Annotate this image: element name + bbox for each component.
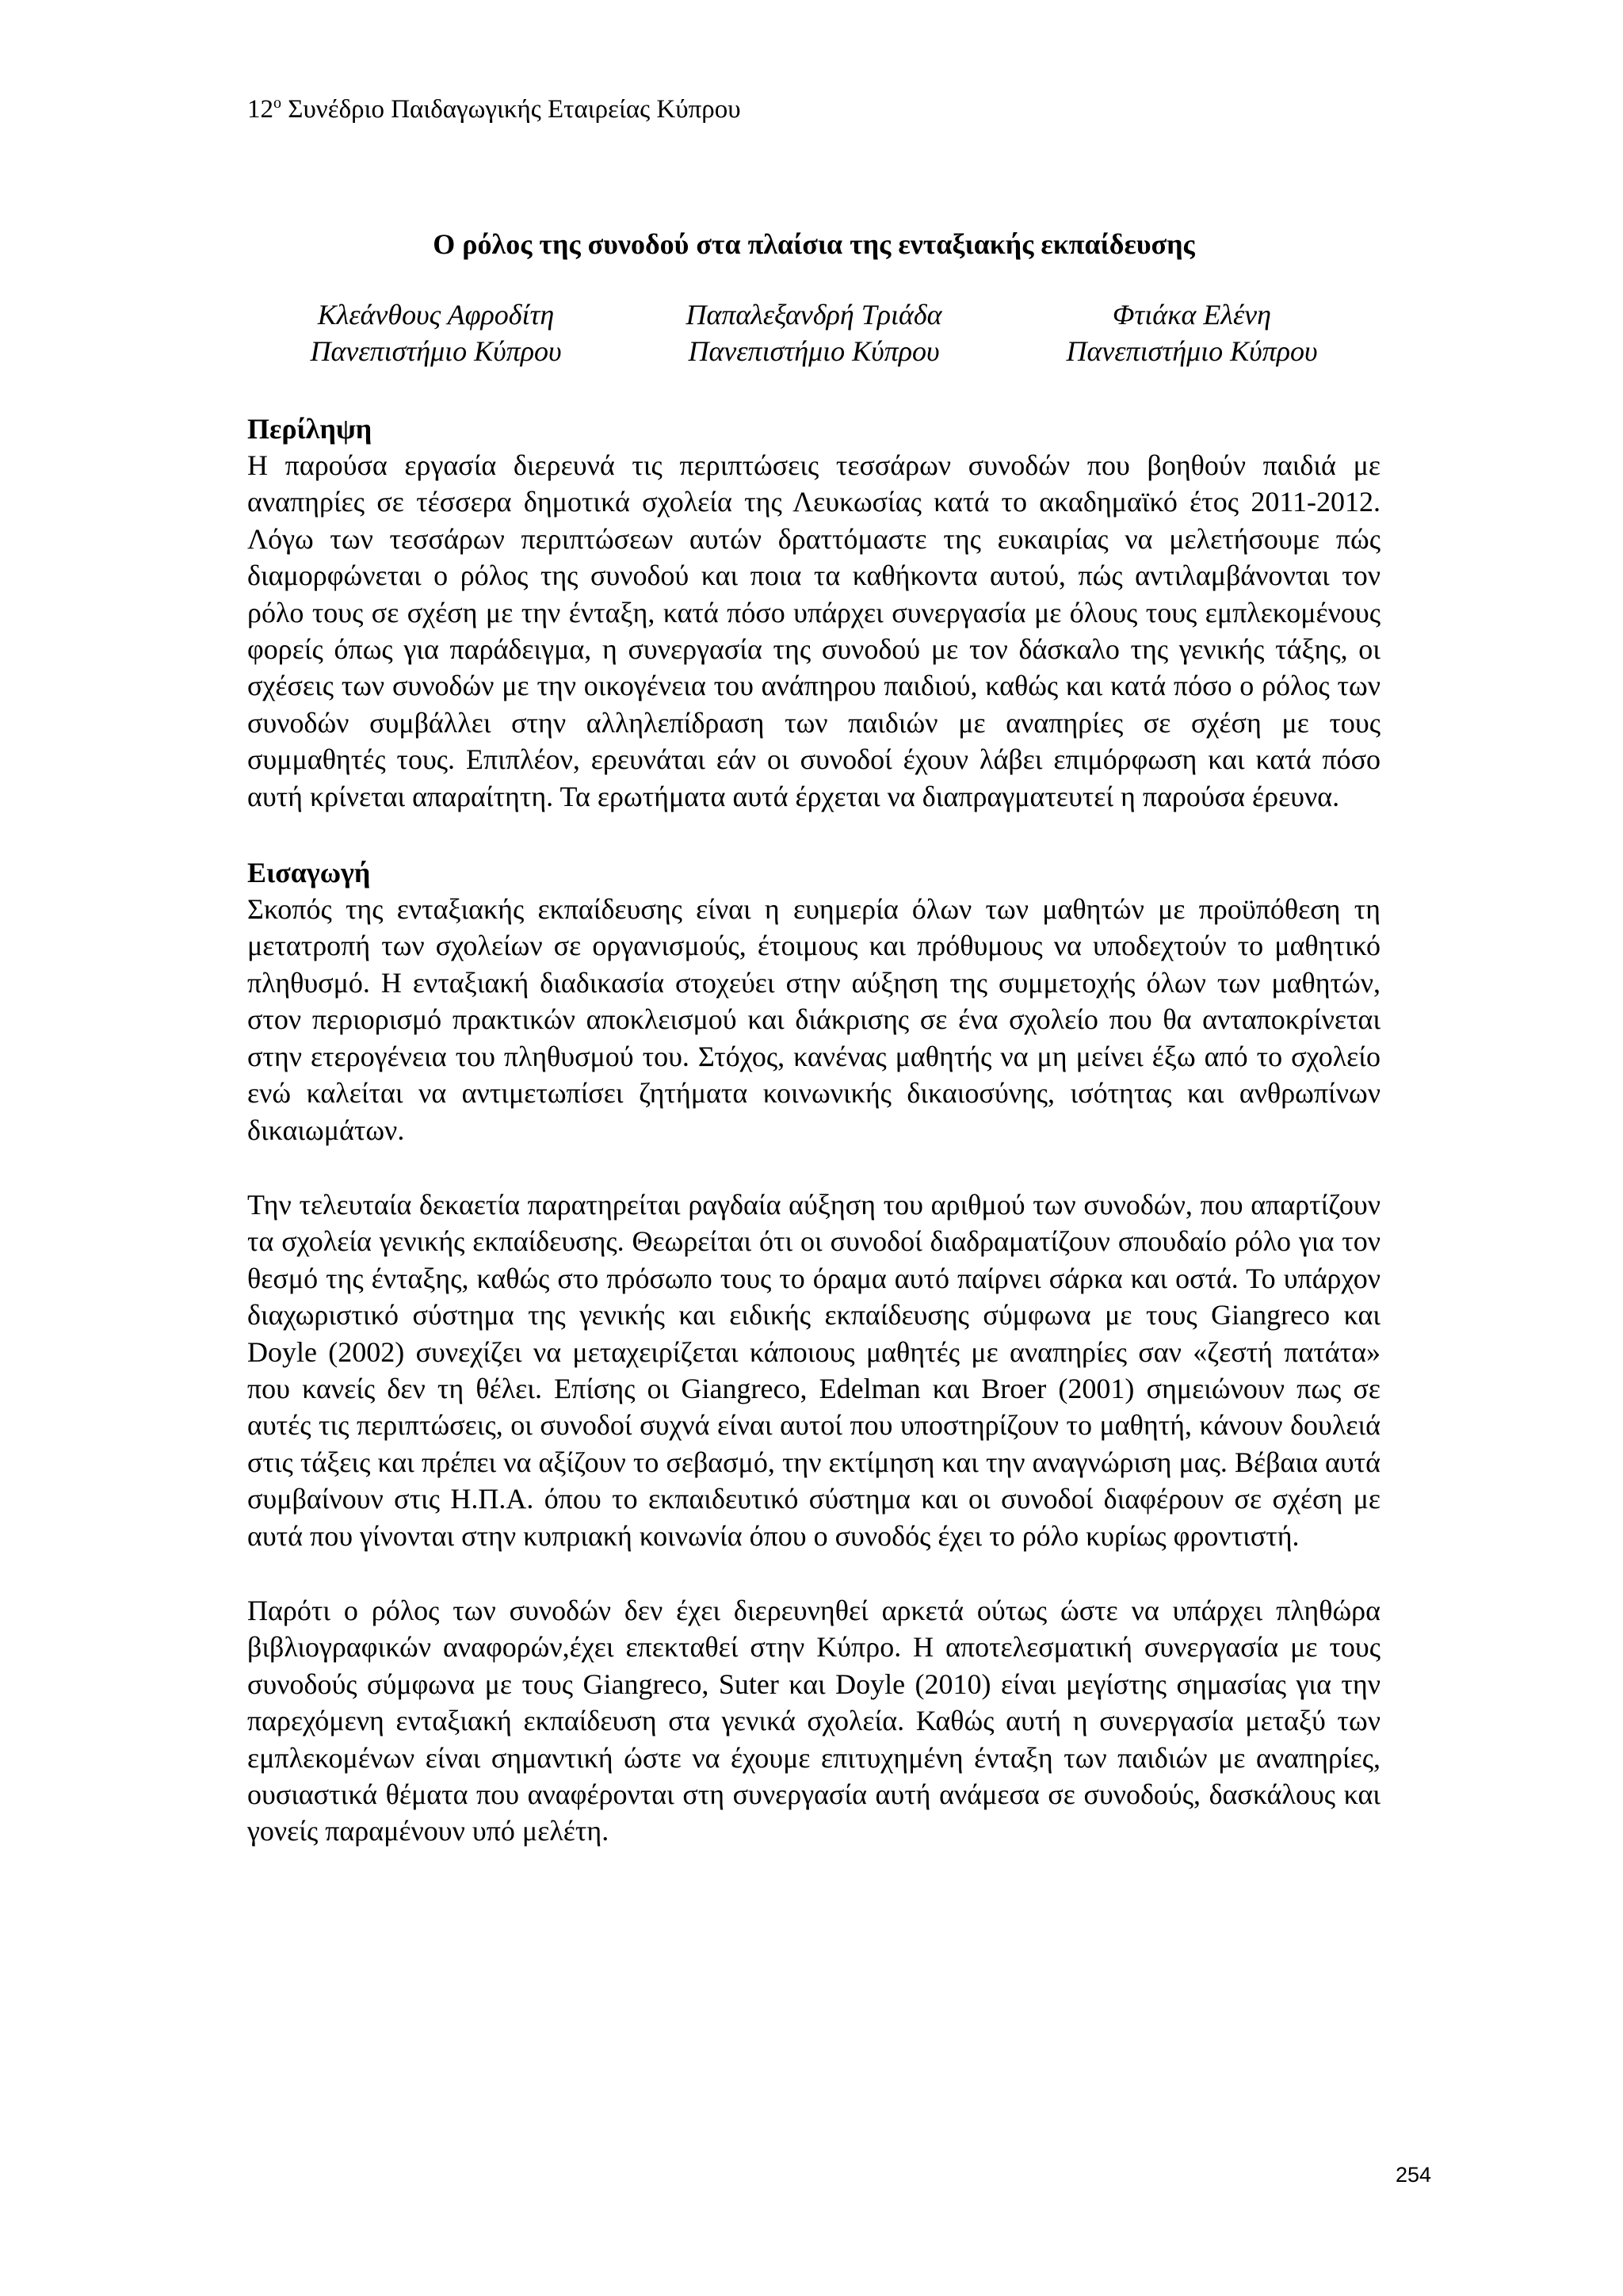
introduction-paragraph: Την τελευταία δεκαετία παρατηρείται ραγδαία αύξηση του αριθμού των συνοδών, που απαρτίζουν τα σχολεία γενικής εκπαίδευσης. Θεωρείται ότι οι συνοδοί διαδραματίζουν σπουδαίο ρόλο για τον θεσμό της ένταξης, καθώς στο πρόσωπο τους το όραμα αυτό παίρνει σάρκα και οστά. Το υπάρχον διαχωριστικό σύστημα της γενικής και ειδικής εκπαίδευσης σύμφωνα με τους Giangreco και Doyle (2002) συνεχίζει να μεταχειρίζεται κάποιους μαθητές με αναπηρίες σαν «ζεστή πατάτα» που κανείς δεν τη θέλει. Επίσης οι Giangreco, Edelman και Broer (2001) σημειώνουν πως σε αυτές τις περιπτώσεις, οι συνοδοί συχνά είναι αυτοί που υποστηρίζουν το μαθητή, κάνουν δουλειά στις τάξεις και πρέπει να αξίζουν το σεβασμό, την εκτίμηση και την αναγνώριση μας. Βέβαια αυτά συμβαίνουν στις Η.Π.Α. όπου το εκπαιδευτικό σύστημα και οι συνοδοί διαφέρουν σε σχέση με αυτά που γίνονται στην κυπριακή κοινωνία όπου ο συνοδός έχει το ρόλο κυρίως φροντιστή.: [247, 1188, 1381, 1552]
header-text: Συνέδριο Παιδαγωγικής Εταιρείας Κύπρου: [281, 95, 741, 124]
introduction-paragraph: Παρότι ο ρόλος των συνοδών δεν έχει διερευνηθεί αρκετά ούτως ώστε να υπάρχει πληθώρα βιβλιογραφικών αναφορών,έχει επεκταθεί στην Κύπρο. Η αποτελεσματική συνεργασία με τους συνοδούς σύμφωνα με τους Giangreco, Suter και Doyle (2010) είναι μεγίστης σημασίας για την παρεχόμενη ενταξιακή εκπαίδευση στα γενικά σχολεία. Καθώς αυτή η συνεργασία μεταξύ των εμπλεκομένων είναι σημαντική ώστε να έχουμε επιτυχημένη ένταξη των παιδιών με αναπηρίες, ουσιαστικά θέματα που αναφέρονται στη συνεργασία αυτή ανάμεσα σε συνοδούς, δασκάλους και γονείς παραμένουν υπό μελέτη.: [247, 1594, 1381, 1847]
author-name: Φτιάκα Ελένη: [1113, 299, 1271, 330]
author-name: Παπαλεξανδρή Τριάδα: [685, 299, 942, 330]
abstract-heading: Περίληψη: [247, 413, 372, 445]
author-block: [1003, 296, 1381, 369]
introduction-heading: Εισαγωγή: [247, 857, 371, 889]
author-list: [247, 296, 1381, 369]
introduction-paragraph: Σκοπός της ενταξιακής εκπαίδευσης είναι η ευημερία όλων των μαθητών με προϋπόθεση τη μετατροπή των σχολείων σε οργανισμούς, έτοιμους και πρόθυμους να υποδεχτούν το μαθητικό πληθυσμό. Η ενταξιακή διαδικασία στοχεύει στην αύξηση της συμμετοχής όλων των μαθητών, στον περιορισμό πρακτικών αποκλεισμού και διάκρισης σε ένα σχολείο που θα ανταποκρίνεται στην ετερογένεια του πληθυσμού του. Στόχος, κανένας μαθητής να μη μείνει έξω από το σχολείο ενώ καλείται να αντιμετωπίσει ζητήματα κοινωνικής δικαιοσύνης, ισότητας και ανθρωπίνων δικαιωμάτων.: [247, 893, 1381, 1146]
running-header: [247, 87, 1381, 125]
author-affiliation: Πανεπιστήμιο Κύπρου: [688, 335, 940, 367]
author-name: Κλεάνθους Αφροδίτη: [317, 299, 555, 330]
header-number: 12: [247, 95, 273, 124]
author-block: [247, 296, 624, 369]
author-affiliation: Πανεπιστήμιο Κύπρου: [310, 335, 562, 367]
paper-title: Ο ρόλος της συνοδού στα πλαίσια της ενταξιακής εκπαίδευσης: [433, 228, 1195, 260]
page-content: [247, 87, 1381, 1850]
author-affiliation: Πανεπιστήμιο Κύπρου: [1066, 335, 1318, 367]
page-number: 254: [1395, 2163, 1431, 2187]
author-block: [625, 296, 1002, 369]
header-superscript: ο: [273, 94, 281, 112]
abstract-paragraph: Η παρούσα εργασία διερευνά τις περιπτώσεις τεσσάρων συνοδών που βοηθούν παιδιά με αναπηρίες σε τέσσερα δημοτικά σχολεία της Λευκωσίας κατά το ακαδημαϊκό έτος 2011-2012. Λόγω των τεσσάρων περιπτώσεων αυτών δραττόμαστε της ευκαιρίας να μελετήσουμε πώς διαμορφώνεται ο ρόλος της συνοδού και ποια τα καθήκοντα αυτού, πώς αντιλαμβάνονται τον ρόλο τους σε σχέση με την ένταξη, κατά πόσο υπάρχει συνεργασία με όλους τους εμπλεκομένους φορείς όπως για παράδειγμα, η συνεργασία της συνοδού με τον δάσκαλο της γενικής τάξης, οι σχέσεις των συνοδών με την οικογένεια του ανάπηρου παιδιού, καθώς και κατά πόσο ο ρόλος των συνοδών συμβάλλει στην αλληλεπίδραση των παιδιών με αναπηρίες σε σχέση με τους συμμαθητές τους. Επιπλέον, ερευνάται εάν οι συνοδοί έχουν λάβει επιμόρφωση και κατά πόσο αυτή κρίνεται απαραίτητη. Τα ερωτήματα αυτά έρχεται να διαπραγματευτεί η παρούσα έρευνα.: [247, 449, 1381, 812]
